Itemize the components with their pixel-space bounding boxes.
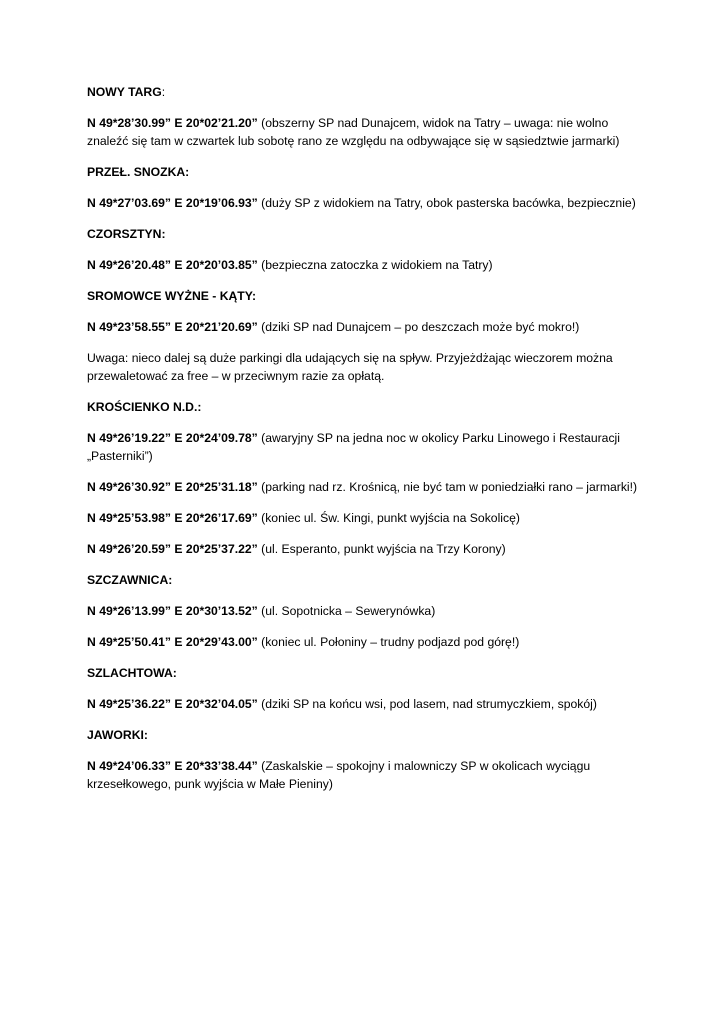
gps-coordinates: N 49*26’20.59” E 20*25’37.22” [87, 542, 258, 556]
location-entry [87, 633, 647, 651]
parking-note: Uwaga: nieco dalej są duże parkingi dla udających się na spływ. Przyjeżdżając wieczorem można przewaletować za free – w przeciwnym razie za opłatą. [87, 351, 613, 383]
location-description: (awaryjny SP na jedna noc w okolicy Parku Linowego i Restauracji „Pasterniki”) [87, 431, 620, 463]
location-entry [87, 114, 647, 150]
location-description: (duży SP z widokiem na Tatry, obok pasterska bacówka, bezpiecznie) [257, 196, 636, 210]
section-heading-text: NOWY TARG [87, 85, 162, 99]
gps-coordinates: N 49*27’03.69” E 20*19’06.93” [87, 196, 258, 210]
location-description: (koniec ul. Połoniny – trudny podjazd pod górę!) [257, 635, 520, 649]
gps-coordinates: N 49*25’53.98” E 20*26’17.69” [87, 511, 258, 525]
location-description: (koniec ul. Św. Kingi, punkt wyjścia na Sokolicę) [257, 511, 520, 525]
location-description: (obszerny SP nad Dunajcem, widok na Tatry – uwaga: nie wolno znaleźć się tam w czwartek lub sobotę rano ze względu na odbywające się w sąsiedztwie jarmarki) [87, 116, 620, 148]
location-description: (ul. Sopotnicka – Sewerynówka) [257, 604, 436, 618]
location-description: (dziki SP nad Dunajcem – po deszczach może być mokro!) [257, 320, 580, 334]
section-heading-szlachtowa: SZLACHTOWA: [87, 666, 177, 680]
gps-coordinates: N 49*24’06.33” E 20*33’38.44” [87, 759, 258, 773]
location-entry [87, 429, 647, 465]
gps-coordinates: N 49*26’30.92” E 20*25’31.18” [87, 480, 258, 494]
location-entry [87, 757, 647, 793]
heading-colon: : [161, 85, 166, 99]
section-heading-nowy-targ [87, 83, 647, 101]
location-entry [87, 194, 647, 212]
location-description: (ul. Esperanto, punkt wyjścia na Trzy Korony) [257, 542, 506, 556]
gps-coordinates: N 49*26’20.48” E 20*20’03.85” [87, 258, 258, 272]
location-description: (parking nad rz. Krośnicą, nie być tam w poniedziałki rano – jarmarki!) [257, 480, 638, 494]
location-entry [87, 540, 647, 558]
location-description: (Zaskalskie – spokojny i malowniczy SP w okolicach wyciągu krzesełkowego, punk wyjścia w Małe Pieniny) [87, 759, 591, 791]
section-heading-szczawnica: SZCZAWNICA: [87, 573, 173, 587]
location-description: (bezpieczna zatoczka z widokiem na Tatry) [257, 258, 493, 272]
section-heading-jaworki: JAWORKI: [87, 728, 148, 742]
gps-coordinates: N 49*26’13.99” E 20*30’13.52” [87, 604, 258, 618]
location-entry [87, 256, 647, 274]
section-heading-kroscienko: KROŚCIENKO N.D.: [87, 400, 202, 414]
gps-coordinates: N 49*28’30.99” E 20*02’21.20” [87, 116, 258, 130]
location-entry [87, 318, 647, 336]
section-heading-snozka: PRZEŁ. SNOZKA: [87, 165, 190, 179]
location-entry [87, 478, 647, 496]
section-heading-sromowce: SROMOWCE WYŻNE - KĄTY: [87, 289, 257, 303]
section-heading-czorsztyn: CZORSZTYN: [87, 227, 166, 241]
location-entry [87, 602, 647, 620]
gps-coordinates: N 49*26’19.22” E 20*24’09.78” [87, 431, 258, 445]
location-entry [87, 695, 647, 713]
location-description: (dziki SP na końcu wsi, pod lasem, nad strumyczkiem, spokój) [257, 697, 597, 711]
document-body [87, 83, 647, 806]
gps-coordinates: N 49*25’50.41” E 20*29’43.00” [87, 635, 258, 649]
location-entry [87, 509, 647, 527]
gps-coordinates: N 49*25’36.22” E 20*32’04.05” [87, 697, 258, 711]
gps-coordinates: N 49*23’58.55” E 20*21’20.69” [87, 320, 258, 334]
